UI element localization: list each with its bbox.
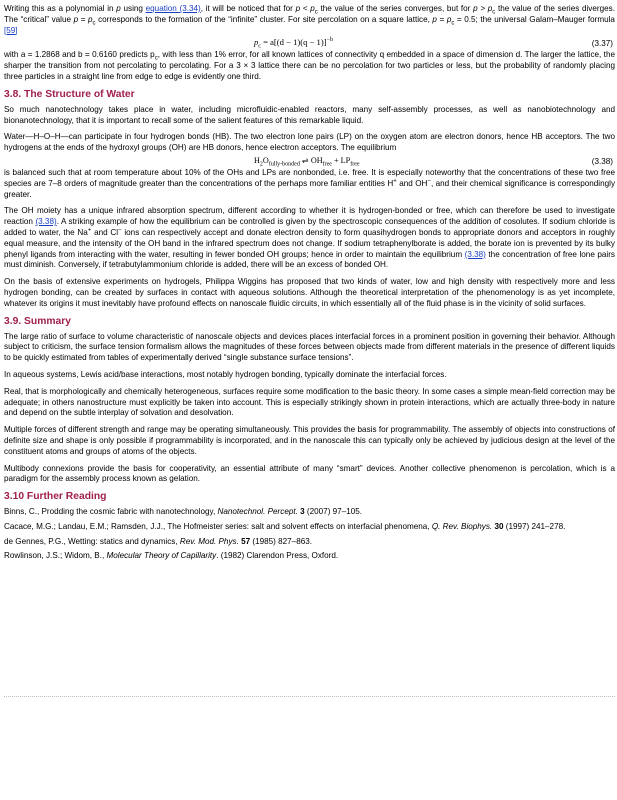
page-end-rule — [4, 696, 615, 697]
summary-paragraph-1: The large ratio of surface to volume characteristic of nanoscale objects and devices places interfacial forces in a prominent position in governing their behavior. Although subject to criticism, the surface tension formalism allows the magnitudes of these forces between objects made from different materials in the presence of different liquids to be quickly estimated from tables of experimentally derived “single substance surface tensions”. — [4, 331, 615, 363]
galam-paragraph: with a = 1.2868 and b = 0.6160 predicts $p_c$, with less than 1% error, for all known lattices of connectivity q embedded in a space of dimension d. The larger the lattice, the sharper the transition from not percolating to percolating. For a 3 × 3 lattice there can be no percolation for two particles or less, but the probability of randomly placing three particles in a straight line from edge to edge is evidently one third. — [4, 50, 615, 81]
equation-number: (3.37) — [591, 39, 613, 49]
reference-item: de Gennes, P.G., Wetting: statics and dynamics, Rev. Mod. Phys. 57 (1985) 827–863. — [4, 536, 313, 546]
water-paragraph-4: The OH moiety has a unique infrared absorption spectrum, different according to whether it is hydrogen-bonded or free, which can therefore be used to investigate reaction (3.38). A striking example of how the equilibrium can be controlled is given by the spectroscopic consequences of the addition of cosolutes. If sodium chloride is added to water, the Na+ and Cl− ions can respectively accept and donate electron density to form quasihydrogen bonds to appropriate donors and acceptors in roughly equal measure, and the intensity of the OH band in the infrared spectrum does not change. If sodium tetraphenylborate is added, the borate ion is prevented by its bulky phenyl ligands from interacting with the water, resulting in fewer bonded OH groups; hence in order to maintain the equilibrium (3.38) the concentration of free lone pairs must diminish. Conversely, if tetrabutylammonium chloride is added, there will be an excess of bonded OH. — [4, 206, 616, 270]
page-body — [4, 4, 615, 566]
reference-link-59[interactable]: [59] — [4, 25, 18, 35]
water-paragraph-2: Water—H–O–H—can participate in four hydrogen bonds (HB). The two electron lone pairs (LP) on the oxygen atom are electron donors, hence HB acceptors. The two hydrogens at the ends of the hydroxyl groups (OH) are HB donors, hence electron acceptors. The equilibrium — [4, 132, 615, 153]
summary-paragraph-5: Multibody connexions provide the basis for cooperativity, an essential attribute of many “smart” devices. Another collective phenomenon is percolation, which is a paradigm for the assembly process known as gelation. — [4, 463, 615, 484]
reference-item: Binns, C., Prodding the cosmic fabric with nanotechnology, Nanotechnol. Percept. 3 (2007) 97–105. — [4, 507, 363, 517]
summary-paragraph-2: In aqueous systems, Lewis acid/base interactions, most notably hydrogen bonding, typically dominate the interfacial forces. — [4, 369, 447, 379]
reference-item: Cacace, M.G.; Landau, E.M.; Ramsden, J.J., The Hofmeister series: salt and solvent effects on interfacial phenomena, Q. Rev. Biophys. 30 (1997) 241–278. — [4, 521, 566, 531]
equation-3-37 — [4, 37, 615, 50]
water-paragraph-3: is balanced such that at room temperature about 10% of the OHs and LPs are nonbonded, i.e. free. It is especially noteworthy that the concentrations of these two free species are 7–8 orders of magnitude greater than the concentrations of the perhaps more familiar entities H+ and OH−, and their chemical significance is correspondingly greater. — [4, 167, 616, 199]
equation-3-38 — [4, 155, 615, 168]
summary-paragraph-3: Real, that is morphologically and chemically heterogeneous, surfaces require some modification to the basic theory. In some cases a simple mean-field correction may be adequate; in others nanostructure must explicitly be taken into account. This is especially strikingly shown in protein interactions, which are actually three-body in nature and depend on the subtle interplay of solvation and desolvation. — [4, 386, 615, 418]
equation-link-3-38[interactable]: (3.38) — [35, 217, 57, 227]
reference-list — [4, 507, 615, 562]
section-heading-3-8: 3.8. The Structure of Water — [4, 88, 135, 100]
reference-item: Rowlinson, J.S.; Widom, B., Molecular Theory of Capillarity. (1982) Clarendon Press, Oxford. — [4, 551, 339, 561]
equation-3-38-formula: $H_2O_{fully-bonded}$ ⇌ $OH_{free} + LP_{free}$ — [254, 155, 360, 168]
water-paragraph-5: On the basis of extensive experiments on hydrogels, Philippa Wiggins has proposed that two kinds of water, low and high density with respectively more and less hydrogen bonding, can be created by surfaces in contact with aqueous solutions. Although the theoretical interpretation of the phenomenology is as yet incomplete, whatever its origins it must inevitably have profound effects on nanoscale fluidic circuits, in which essentially all of the fluid phase is in the vicinity of solid surfaces. — [4, 277, 615, 308]
equation-3-37-formula: $p_c = a[(d - 1)(q - 1)]^{-b}$ — [254, 37, 333, 51]
water-paragraph-1: So much nanotechnology takes place in water, including microfluidic-enabled reactors, many self-assembly processes, as well as nanobiotechnology and bionanotechnology, that it is important to recall some of the salient features of this remarkable liquid. — [4, 104, 615, 125]
section-heading-3-9: 3.9. Summary — [4, 315, 71, 327]
equation-link-3-34[interactable]: equation (3.34) — [145, 4, 201, 13]
equation-number: (3.38) — [591, 156, 613, 166]
equation-link-3-38[interactable]: (3.38) — [464, 249, 486, 259]
summary-paragraph-4: Multiple forces of different strength and range may be operating simultaneously. This provides the basis for programmability. The assembly of objects into constructions of definite size and shape is only possible if programmability is incorporated, and in the nanoscale this can typically only be achieved by judicious design at the level of the constituent atoms and groups of atoms of the objects. — [4, 425, 615, 456]
section-heading-3-10: 3.10 Further Reading — [4, 491, 107, 503]
intro-paragraph: Writing this as a polynomial in p using equation (3.34), it will be noticed that for $p < p_c$ the value of the series converges, but for $p > p_c$ the value of the series diverges. The “critical” value $p = p_c$ corresponds to the formation of the “infinite” cluster. For site percolation on a square lattice, $p = p_c = 0.5$; the universal Galam–Mauger formula [59] — [4, 4, 615, 35]
